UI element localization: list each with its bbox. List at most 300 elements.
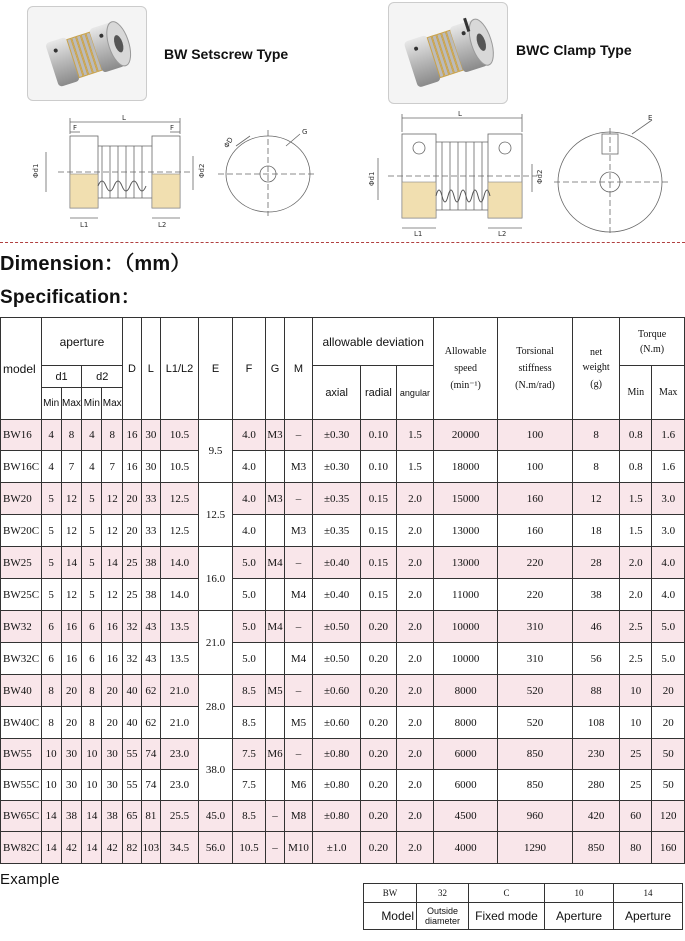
cell-radial: 0.20: [361, 643, 397, 675]
cell-speed: 4500: [434, 801, 498, 832]
cell-d2min: 14: [82, 832, 102, 864]
cell-tmin: 1.5: [620, 515, 652, 547]
cell-L1L2: 14.0: [160, 579, 199, 611]
cell-L1L2: 21.0: [160, 707, 199, 739]
cell-M: M6: [284, 770, 312, 801]
cell-M: M5: [284, 707, 312, 739]
cell-angular: 2.0: [396, 515, 434, 547]
dim-label-L2: L2: [158, 221, 167, 229]
bwc-dim-label-L: L: [458, 110, 462, 118]
cell-d2min: 5: [82, 483, 102, 515]
cell-L: 38: [141, 579, 160, 611]
col-header-angular: angular: [396, 366, 434, 420]
cell-F: 7.5: [232, 770, 265, 801]
cell-speed: 13000: [434, 547, 498, 579]
cell-d2max: 8: [102, 420, 123, 451]
cell-d1max: 12: [61, 579, 82, 611]
cell-D: 20: [123, 515, 142, 547]
cell-G: M4: [266, 547, 285, 579]
cell-d1max: 20: [61, 675, 82, 707]
cell-d1min: 10: [41, 770, 61, 801]
cell-radial: 0.15: [361, 547, 397, 579]
cell-F: 8.5: [232, 707, 265, 739]
cell-tmax: 160: [652, 832, 685, 864]
bwc-dim-label-L1: L1: [414, 230, 423, 238]
cell-E: 45.0: [199, 801, 232, 832]
cell-E: 38.0: [199, 739, 232, 801]
cell-angular: 2.0: [396, 579, 434, 611]
dim-label-d2: Φd2: [198, 163, 206, 178]
cell-stiff: 100: [497, 451, 572, 483]
cell-D: 82: [123, 832, 142, 864]
cell-tmin: 0.8: [620, 420, 652, 451]
cell-angular: 2.0: [396, 707, 434, 739]
cell-d2max: 12: [102, 579, 123, 611]
cell-M: –: [284, 483, 312, 515]
cell-tmax: 4.0: [652, 547, 685, 579]
col-header-d2-min: Min: [82, 388, 102, 420]
col-header-d1-min: Min: [41, 388, 61, 420]
cell-G: [266, 643, 285, 675]
bwc-dim-label-L2: L2: [498, 230, 507, 238]
cell-d2max: 7: [102, 451, 123, 483]
cell-L1L2: 10.5: [160, 420, 199, 451]
cell-tmax: 1.6: [652, 451, 685, 483]
bwc-dim-label-d2: Φd2: [536, 169, 544, 184]
cell-G: M3: [266, 483, 285, 515]
cell-d2min: 5: [82, 579, 102, 611]
cell-radial: 0.20: [361, 675, 397, 707]
cell-speed: 11000: [434, 579, 498, 611]
cell-tmin: 2.5: [620, 611, 652, 643]
cell-F: 5.0: [232, 579, 265, 611]
cell-speed: 8000: [434, 675, 498, 707]
cell-d1min: 5: [41, 515, 61, 547]
cell-tmin: 2.0: [620, 547, 652, 579]
cell-d1min: 4: [41, 451, 61, 483]
table-row: [1, 770, 685, 801]
bwc-dim-label-d1: Φd1: [368, 171, 376, 186]
cell-L: 43: [141, 643, 160, 675]
cell-d2max: 16: [102, 611, 123, 643]
cell-M: M4: [284, 643, 312, 675]
col-header-d1: d1: [41, 366, 82, 388]
dim-label-D: ΦD: [222, 136, 235, 150]
cell-weight: 18: [573, 515, 620, 547]
cell-radial: 0.20: [361, 707, 397, 739]
cell-axial: ±0.80: [313, 770, 361, 801]
cell-L1L2: 12.5: [160, 483, 199, 515]
section-divider: [0, 242, 685, 243]
table-row: [1, 451, 685, 483]
cell-d2max: 20: [102, 675, 123, 707]
table-row: [1, 515, 685, 547]
cell-stiff: 960: [497, 801, 572, 832]
table-row: [1, 832, 685, 864]
cell-M: –: [284, 611, 312, 643]
cell-L1L2: 21.0: [160, 675, 199, 707]
cell-tmin: 1.5: [620, 483, 652, 515]
cell-E: 21.0: [199, 611, 232, 675]
col-header-torque-min: Min: [620, 366, 652, 420]
cell-E: 12.5: [199, 483, 232, 547]
cell-L: 38: [141, 547, 160, 579]
cell-d1min: 8: [41, 707, 61, 739]
cell-d1min: 4: [41, 420, 61, 451]
cell-radial: 0.20: [361, 801, 397, 832]
cell-axial: ±0.80: [313, 801, 361, 832]
table-row: [1, 483, 685, 515]
cell-L: 74: [141, 770, 160, 801]
cell-G: M5: [266, 675, 285, 707]
example-code-model: BW: [364, 884, 417, 903]
cell-d2max: 42: [102, 832, 123, 864]
cell-L1L2: 14.0: [160, 547, 199, 579]
cell-tmax: 1.6: [652, 420, 685, 451]
col-header-d2: d2: [82, 366, 123, 388]
dim-label-L1: L1: [80, 221, 89, 229]
cell-E: 56.0: [199, 832, 232, 864]
cell-tmax: 20: [652, 707, 685, 739]
cell-F: 4.0: [232, 515, 265, 547]
cell-model: BW40C: [1, 707, 42, 739]
table-row: [1, 547, 685, 579]
col-header-d2-max: Max: [102, 388, 123, 420]
cell-d1min: 14: [41, 801, 61, 832]
cell-axial: ±0.30: [313, 451, 361, 483]
cell-F: 4.0: [232, 451, 265, 483]
cell-d2max: 30: [102, 739, 123, 770]
cell-F: 4.0: [232, 420, 265, 451]
cell-tmin: 25: [620, 739, 652, 770]
cell-M: M4: [284, 579, 312, 611]
cell-d2min: 10: [82, 739, 102, 770]
example-heading: Example: [0, 871, 60, 888]
cell-D: 55: [123, 770, 142, 801]
cell-L1L2: 12.5: [160, 515, 199, 547]
cell-tmax: 3.0: [652, 483, 685, 515]
cell-model: BW65C: [1, 801, 42, 832]
table-row: [1, 579, 685, 611]
cell-M: –: [284, 420, 312, 451]
cell-M: M3: [284, 451, 312, 483]
cell-radial: 0.20: [361, 739, 397, 770]
cell-d2min: 8: [82, 675, 102, 707]
cell-angular: 1.5: [396, 420, 434, 451]
bw-product-photo: [27, 6, 147, 101]
dim-label-F2: F: [170, 124, 175, 132]
cell-axial: ±0.60: [313, 707, 361, 739]
cell-E: 16.0: [199, 547, 232, 611]
cell-weight: 88: [573, 675, 620, 707]
cell-model: BW25C: [1, 579, 42, 611]
cell-model: BW55: [1, 739, 42, 770]
col-header-F: F: [232, 318, 265, 420]
table-row: [1, 801, 685, 832]
cell-d1min: 5: [41, 579, 61, 611]
dimension-heading: Dimension：（mm）: [0, 253, 191, 275]
cell-d1max: 16: [61, 611, 82, 643]
bwc-type-label: BWC Clamp Type: [516, 42, 632, 58]
cell-radial: 0.10: [361, 451, 397, 483]
col-header-torque: Torque (N.m): [620, 318, 685, 366]
cell-G: M4: [266, 611, 285, 643]
cell-weight: 8: [573, 420, 620, 451]
cell-L: 30: [141, 420, 160, 451]
cell-d1max: 20: [61, 707, 82, 739]
cell-D: 40: [123, 707, 142, 739]
example-label-aperture-1: Aperture: [545, 903, 614, 930]
cell-d1min: 8: [41, 675, 61, 707]
cell-model: BW32C: [1, 643, 42, 675]
table-row: [1, 739, 685, 770]
cell-d2max: 12: [102, 483, 123, 515]
cell-d1max: 30: [61, 770, 82, 801]
cell-weight: 12: [573, 483, 620, 515]
dim-label-F1: F: [73, 124, 78, 132]
dim-label-L: L: [122, 114, 126, 122]
cell-tmax: 50: [652, 739, 685, 770]
cell-d1max: 42: [61, 832, 82, 864]
cell-d1max: 12: [61, 515, 82, 547]
cell-D: 32: [123, 643, 142, 675]
cell-G: –: [266, 801, 285, 832]
cell-tmin: 2.5: [620, 643, 652, 675]
example-code-aperture-1: 10: [545, 884, 614, 903]
cell-angular: 2.0: [396, 547, 434, 579]
cell-radial: 0.15: [361, 483, 397, 515]
cell-angular: 2.0: [396, 675, 434, 707]
cell-F: 8.5: [232, 801, 265, 832]
col-header-G: G: [266, 318, 285, 420]
cell-d2min: 10: [82, 770, 102, 801]
cell-speed: 20000: [434, 420, 498, 451]
cell-D: 16: [123, 451, 142, 483]
cell-d2min: 6: [82, 611, 102, 643]
example-code-aperture-2: 14: [614, 884, 683, 903]
cell-tmax: 5.0: [652, 643, 685, 675]
table-row: [1, 675, 685, 707]
table-row: [1, 611, 685, 643]
cell-angular: 2.0: [396, 643, 434, 675]
cell-weight: 108: [573, 707, 620, 739]
cell-model: BW40: [1, 675, 42, 707]
example-label-diameter: Outside diameter: [417, 903, 469, 930]
cell-D: 65: [123, 801, 142, 832]
cell-model: BW32: [1, 611, 42, 643]
col-header-D: D: [123, 318, 142, 420]
cell-axial: ±0.30: [313, 420, 361, 451]
cell-speed: 6000: [434, 770, 498, 801]
cell-d1min: 14: [41, 832, 61, 864]
cell-weight: 280: [573, 770, 620, 801]
cell-axial: ±0.50: [313, 611, 361, 643]
cell-D: 32: [123, 611, 142, 643]
cell-tmax: 120: [652, 801, 685, 832]
table-row: [1, 707, 685, 739]
cell-L: 33: [141, 515, 160, 547]
col-header-L1L2: L1/L2: [160, 318, 199, 420]
bwc-dim-label-E: E: [648, 114, 653, 122]
cell-d2max: 38: [102, 801, 123, 832]
cell-angular: 2.0: [396, 832, 434, 864]
cell-model: BW20C: [1, 515, 42, 547]
col-header-L: L: [141, 318, 160, 420]
cell-G: [266, 515, 285, 547]
cell-d2min: 5: [82, 547, 102, 579]
cell-L: 43: [141, 611, 160, 643]
cell-radial: 0.20: [361, 770, 397, 801]
cell-d1min: 10: [41, 739, 61, 770]
cell-d1max: 14: [61, 547, 82, 579]
cell-stiff: 310: [497, 643, 572, 675]
cell-d1max: 16: [61, 643, 82, 675]
cell-M: –: [284, 675, 312, 707]
cell-axial: ±0.40: [313, 579, 361, 611]
cell-radial: 0.15: [361, 579, 397, 611]
col-header-radial: radial: [361, 366, 397, 420]
cell-angular: 2.0: [396, 739, 434, 770]
example-label-fixed-mode: Fixed mode: [469, 903, 545, 930]
cell-model: BW20: [1, 483, 42, 515]
cell-E: 28.0: [199, 675, 232, 739]
cell-L1L2: 23.0: [160, 770, 199, 801]
cell-d1max: 30: [61, 739, 82, 770]
cell-L1L2: 25.5: [160, 801, 199, 832]
cell-axial: ±1.0: [313, 832, 361, 864]
cell-speed: 10000: [434, 611, 498, 643]
col-header-weight: net weight (g): [573, 318, 620, 420]
bw-technical-drawing: [18, 112, 318, 234]
cell-stiff: 310: [497, 611, 572, 643]
cell-D: 25: [123, 547, 142, 579]
bwc-technical-drawing: [362, 110, 678, 238]
cell-radial: 0.20: [361, 832, 397, 864]
cell-d1max: 38: [61, 801, 82, 832]
cell-G: [266, 451, 285, 483]
cell-F: 5.0: [232, 643, 265, 675]
cell-d2max: 20: [102, 707, 123, 739]
col-header-torque-max: Max: [652, 366, 685, 420]
cell-angular: 2.0: [396, 611, 434, 643]
cell-L1L2: 10.5: [160, 451, 199, 483]
cell-d2max: 14: [102, 547, 123, 579]
cell-angular: 1.5: [396, 451, 434, 483]
cell-F: 5.0: [232, 611, 265, 643]
cell-D: 16: [123, 420, 142, 451]
cell-d2min: 4: [82, 451, 102, 483]
cell-tmin: 10: [620, 707, 652, 739]
cell-G: M3: [266, 420, 285, 451]
cell-L: 62: [141, 675, 160, 707]
cell-weight: 28: [573, 547, 620, 579]
col-header-d1-max: Max: [61, 388, 82, 420]
cell-F: 10.5: [232, 832, 265, 864]
cell-stiff: 160: [497, 515, 572, 547]
cell-speed: 4000: [434, 832, 498, 864]
col-header-aperture: aperture: [41, 318, 122, 366]
cell-d2max: 12: [102, 515, 123, 547]
cell-angular: 2.0: [396, 801, 434, 832]
cell-axial: ±0.60: [313, 675, 361, 707]
cell-d2min: 5: [82, 515, 102, 547]
cell-stiff: 100: [497, 420, 572, 451]
cell-d1min: 5: [41, 547, 61, 579]
cell-F: 4.0: [232, 483, 265, 515]
cell-tmax: 20: [652, 675, 685, 707]
cell-model: BW25: [1, 547, 42, 579]
cell-speed: 10000: [434, 643, 498, 675]
example-label-model: Model: [364, 903, 417, 930]
cell-L: 30: [141, 451, 160, 483]
cell-d2max: 30: [102, 770, 123, 801]
cell-M: M8: [284, 801, 312, 832]
cell-radial: 0.10: [361, 420, 397, 451]
cell-stiff: 850: [497, 739, 572, 770]
table-row: [1, 420, 685, 451]
cell-L: 33: [141, 483, 160, 515]
cell-D: 55: [123, 739, 142, 770]
example-label-aperture-2: Aperture: [614, 903, 683, 930]
cell-axial: ±0.35: [313, 515, 361, 547]
cell-stiff: 1290: [497, 832, 572, 864]
cell-stiff: 850: [497, 770, 572, 801]
specification-heading: Specification：: [0, 287, 141, 308]
col-header-M: M: [284, 318, 312, 420]
cell-radial: 0.15: [361, 515, 397, 547]
cell-L1L2: 13.5: [160, 643, 199, 675]
col-header-model: model: [1, 318, 42, 420]
cell-tmin: 25: [620, 770, 652, 801]
cell-weight: 46: [573, 611, 620, 643]
cell-d1min: 6: [41, 611, 61, 643]
col-header-speed: Allowable speed (min⁻¹): [434, 318, 498, 420]
cell-F: 7.5: [232, 739, 265, 770]
cell-stiff: 520: [497, 707, 572, 739]
cell-d1min: 5: [41, 483, 61, 515]
specification-table: [0, 317, 685, 864]
cell-axial: ±0.35: [313, 483, 361, 515]
cell-d2min: 4: [82, 420, 102, 451]
cell-weight: 850: [573, 832, 620, 864]
bwc-product-photo: [388, 2, 508, 104]
cell-axial: ±0.80: [313, 739, 361, 770]
cell-speed: 8000: [434, 707, 498, 739]
cell-d1max: 12: [61, 483, 82, 515]
cell-radial: 0.20: [361, 611, 397, 643]
cell-L1L2: 34.5: [160, 832, 199, 864]
cell-M: M10: [284, 832, 312, 864]
cell-F: 8.5: [232, 675, 265, 707]
cell-angular: 2.0: [396, 770, 434, 801]
cell-model: BW82C: [1, 832, 42, 864]
cell-d1max: 8: [61, 420, 82, 451]
cell-L: 81: [141, 801, 160, 832]
cell-weight: 8: [573, 451, 620, 483]
cell-E: 9.5: [199, 420, 232, 483]
cell-speed: 6000: [434, 739, 498, 770]
cell-d2min: 8: [82, 707, 102, 739]
cell-model: BW16: [1, 420, 42, 451]
cell-d1min: 6: [41, 643, 61, 675]
cell-L: 62: [141, 707, 160, 739]
cell-L1L2: 23.0: [160, 739, 199, 770]
cell-weight: 420: [573, 801, 620, 832]
cell-speed: 13000: [434, 515, 498, 547]
cell-tmax: 4.0: [652, 579, 685, 611]
cell-tmin: 0.8: [620, 451, 652, 483]
cell-L: 103: [141, 832, 160, 864]
